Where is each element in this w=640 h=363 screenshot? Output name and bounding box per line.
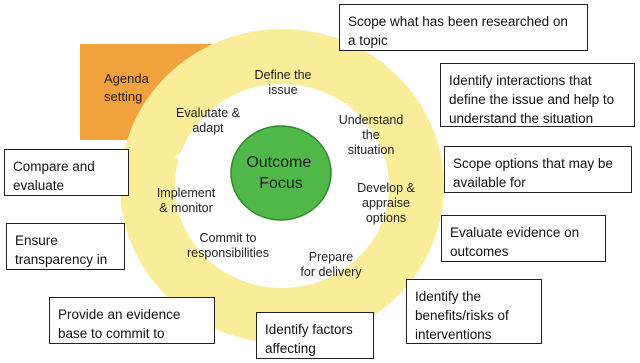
stage-label-prepare: Prepare for delivery: [300, 250, 362, 279]
callout-compare-evaluate: Compare and evaluate: [4, 149, 129, 196]
callout-evaluate-evidence: Evaluate evidence on outcomes: [441, 215, 606, 262]
callout-scope-options: Scope options that may be available for: [444, 146, 632, 193]
stage-label-evaluate: Evalutate & adapt: [176, 106, 240, 135]
callout-ensure-transparency: Ensure transparency in: [6, 223, 125, 270]
outcome-focus-circle: [231, 126, 331, 220]
callout-identify-benefits: Identify the benefits/risks of interventions: [406, 279, 542, 344]
callout-provide-evidence: Provide an evidence base to commit to: [49, 297, 215, 344]
stage-label-implement: Implement & monitor: [156, 186, 216, 215]
callout-scope-research: Scope what has been researched on a topic: [339, 4, 588, 51]
agenda-setting-label: Agenda setting: [104, 71, 149, 104]
center-label: Outcome Focus: [246, 154, 312, 192]
callout-identify-factors: Identify factors affecting: [256, 312, 374, 359]
stage-label-commit: Commit to responsibilities: [187, 231, 269, 260]
stage-label-define: Define the issue: [254, 68, 312, 97]
stage-label-understand: Understand the situation: [338, 113, 404, 157]
callout-identify-interactions: Identify interactions that define the issue and help to understand the situation: [440, 63, 635, 127]
stage-label-develop: Develop & appraise options: [357, 181, 415, 225]
